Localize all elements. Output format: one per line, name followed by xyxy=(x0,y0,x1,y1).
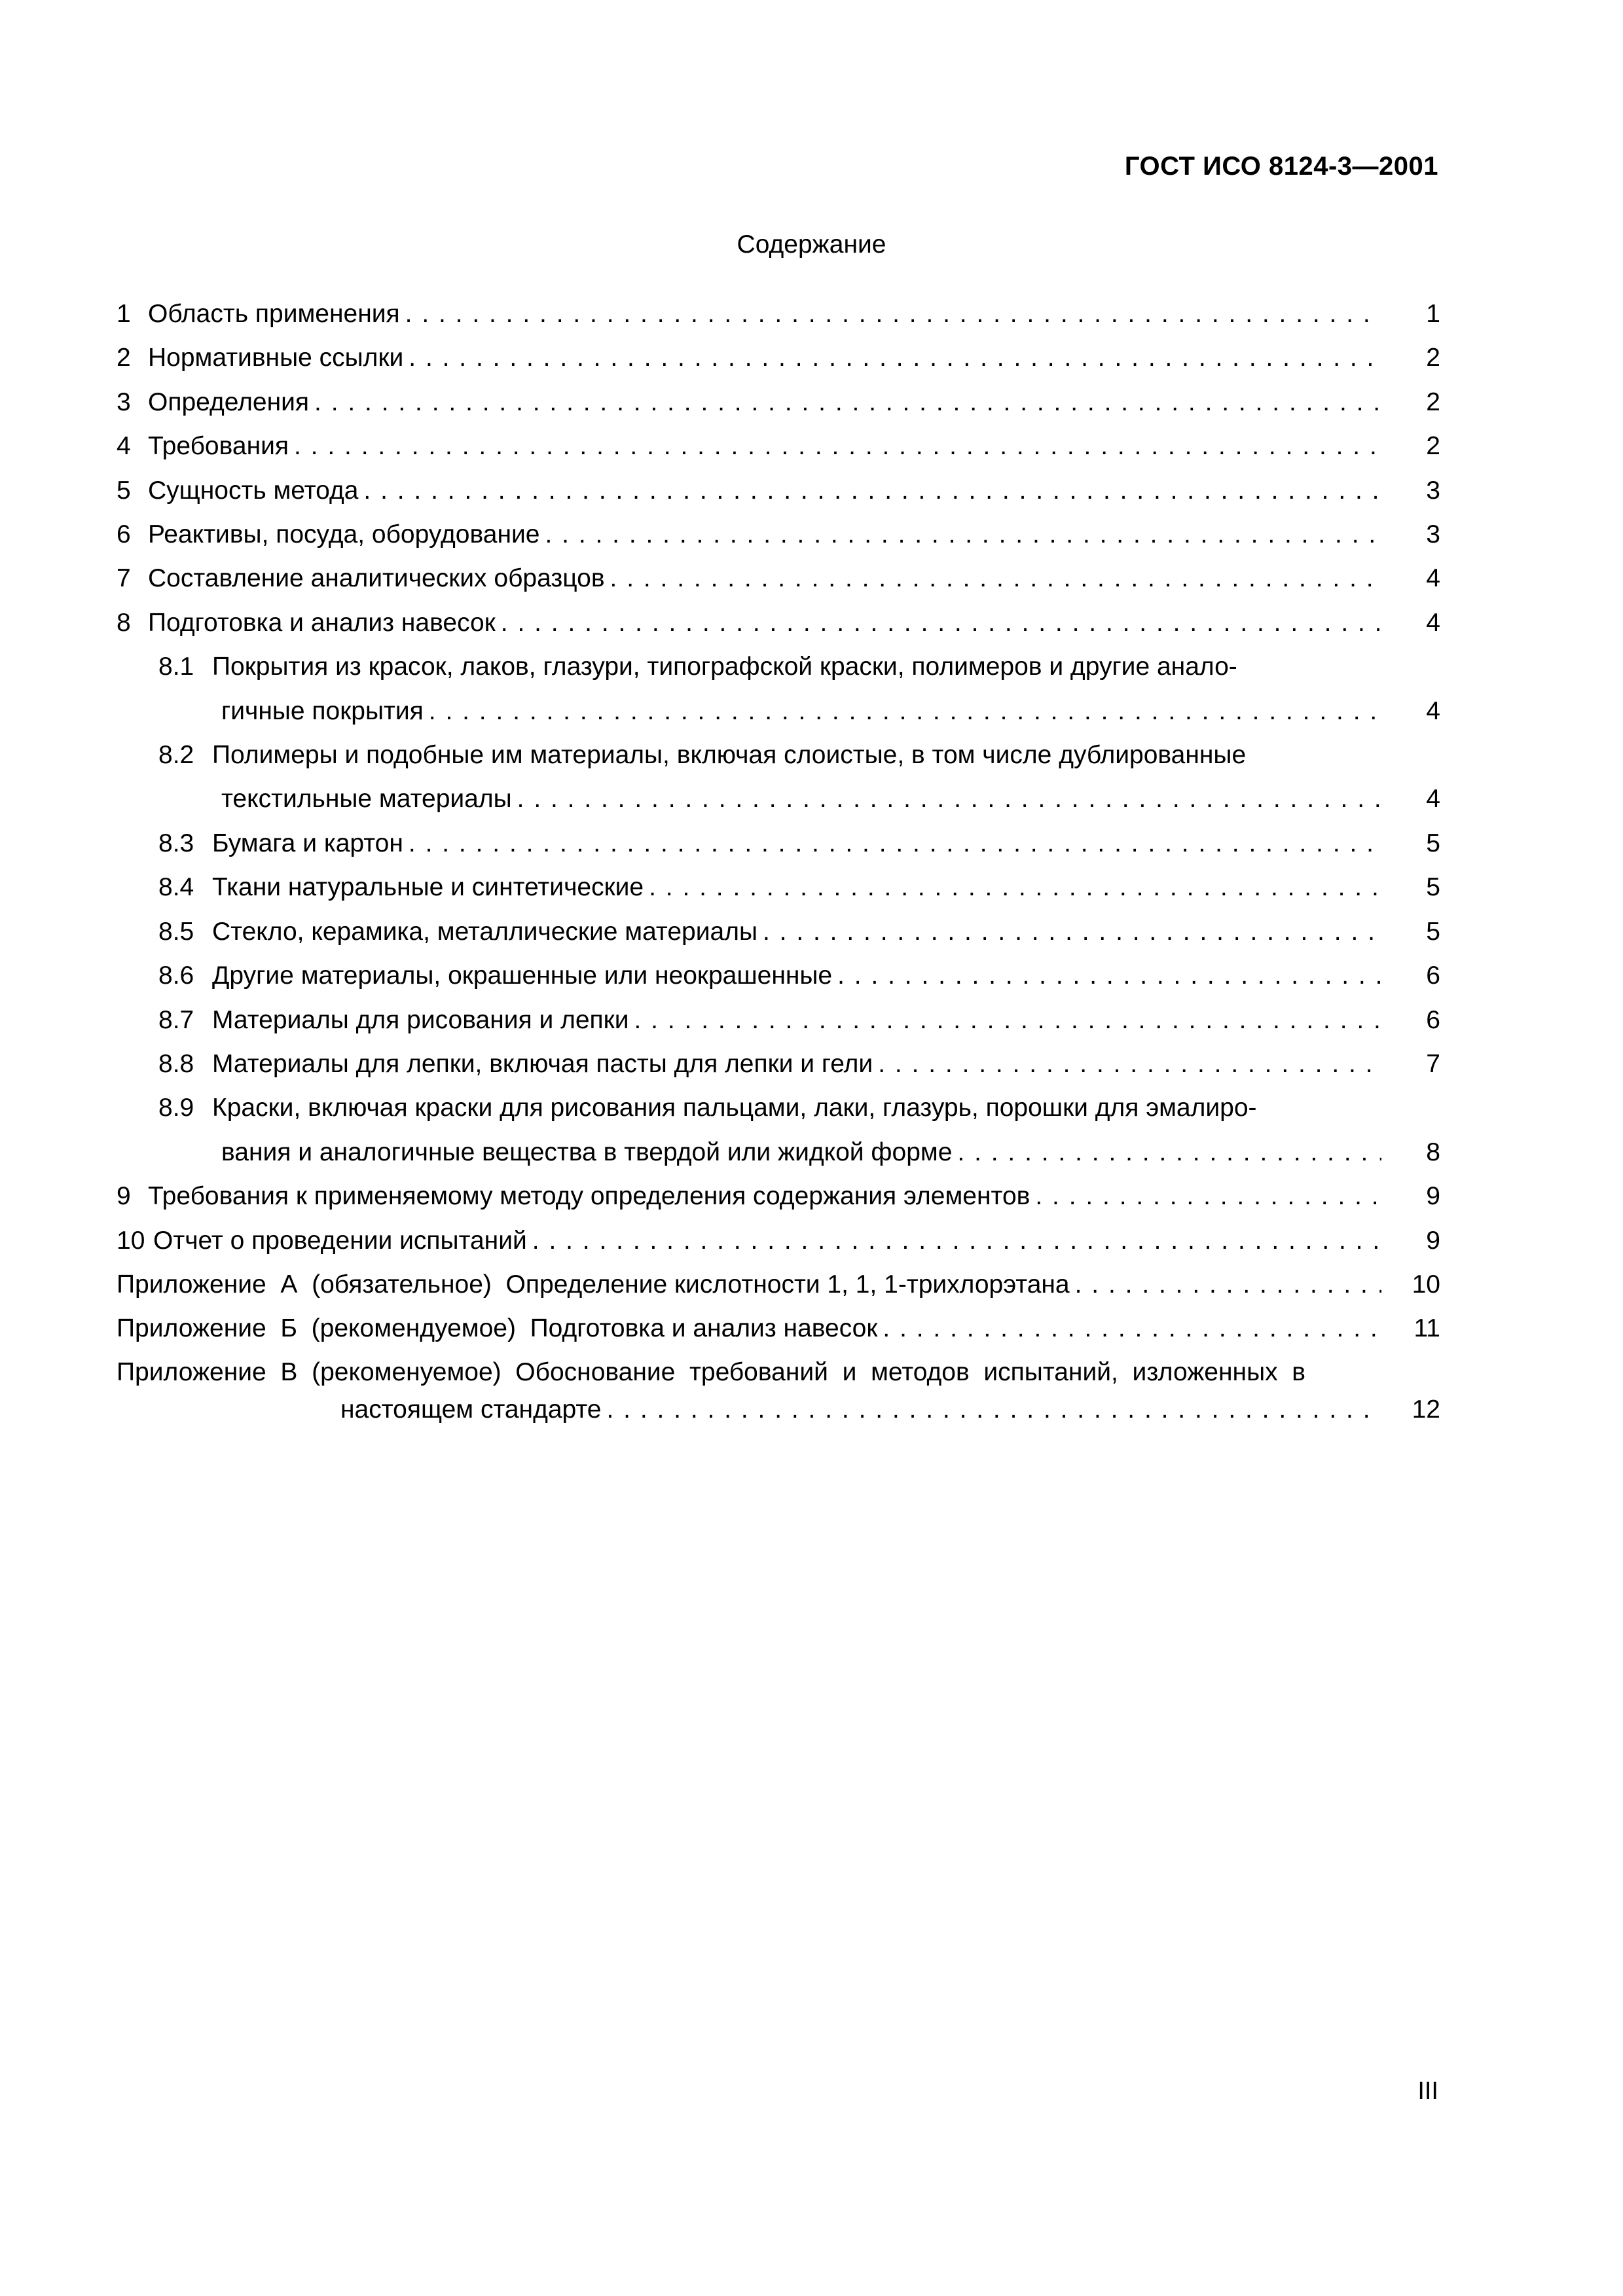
toc-entry-number: 8.7 xyxy=(158,1005,194,1034)
leader-dots xyxy=(501,601,1381,645)
toc-entry-page: 1 xyxy=(1426,300,1440,328)
toc-entry-number: 7 xyxy=(117,564,131,593)
toc-entry-title: Реактивы, посуда, оборудование xyxy=(148,520,540,549)
toc-subentry[interactable] xyxy=(117,645,1440,689)
toc-entry-title: Полимеры и подобные им материалы, включая слоистые, в том числе дублированные xyxy=(212,741,1247,770)
toc-entry[interactable] xyxy=(117,1174,1440,1218)
toc-subentry-continuation[interactable] xyxy=(117,777,1440,821)
toc-entry-title: Определения xyxy=(148,387,310,416)
leader-dots xyxy=(649,865,1381,909)
toc-entry-page: 5 xyxy=(1426,917,1440,946)
toc-entry-number: 8.4 xyxy=(158,873,194,902)
toc-entry-number: 4 xyxy=(117,432,131,461)
toc-entry-number: 5 xyxy=(117,476,131,505)
leader-dots xyxy=(610,556,1381,600)
document-code: ГОСТ ИСО 8124-3—2001 xyxy=(1124,152,1438,181)
leader-dots xyxy=(1075,1263,1381,1306)
toc-entry-number: 6 xyxy=(117,520,131,549)
toc-entry[interactable] xyxy=(117,556,1440,600)
leader-dots xyxy=(607,1390,1382,1429)
leader-dots xyxy=(363,469,1381,512)
toc-entry-number: 8.8 xyxy=(158,1049,194,1078)
page-folio: III xyxy=(1417,2077,1438,2105)
toc-entry-title: Материалы для рисования и лепки xyxy=(212,1005,629,1034)
toc-subentry[interactable] xyxy=(117,821,1440,865)
toc-entry-title: Составление аналитических образцов xyxy=(148,564,605,593)
toc-entry-page: 9 xyxy=(1426,1182,1440,1211)
toc-entry[interactable] xyxy=(117,424,1440,468)
toc-entry-page: 6 xyxy=(1426,1005,1440,1034)
toc-appendix-continuation[interactable] xyxy=(117,1390,1440,1429)
toc-subentry[interactable] xyxy=(117,954,1440,997)
toc-entry-page: 3 xyxy=(1426,476,1440,505)
toc-entry-number: 3 xyxy=(117,387,131,416)
toc-entry-page: 11 xyxy=(1413,1314,1440,1343)
toc-entry[interactable] xyxy=(117,336,1440,380)
toc-entry-page: 10 xyxy=(1412,1270,1440,1299)
toc-entry-title-cont: настоящем стандарте xyxy=(340,1395,602,1424)
toc-entry-number: 8 xyxy=(117,608,131,637)
leader-dots xyxy=(429,689,1381,733)
toc-entry-page: 2 xyxy=(1426,387,1440,416)
toc-entry-number: 9 xyxy=(117,1182,131,1211)
toc-entry-number: 10 xyxy=(117,1226,145,1255)
toc-entry-number: 8.9 xyxy=(158,1094,194,1122)
toc-entry-page: 6 xyxy=(1426,961,1440,990)
toc-entry-number: 2 xyxy=(117,344,131,372)
leader-dots xyxy=(837,954,1381,997)
toc-entry-page: 4 xyxy=(1426,564,1440,593)
toc-entry-number: 8.1 xyxy=(158,653,194,681)
toc-entry-page: 7 xyxy=(1426,1049,1440,1078)
toc-entry-page: 2 xyxy=(1426,432,1440,461)
table-of-contents xyxy=(117,292,1440,1429)
toc-entry-title: Нормативные ссылки xyxy=(148,344,404,372)
toc-entry[interactable] xyxy=(117,469,1440,512)
toc-entry[interactable] xyxy=(117,292,1440,336)
toc-entry-title-cont: гичные покрытия xyxy=(221,696,424,725)
leader-dots xyxy=(294,424,1381,468)
toc-title: Содержание xyxy=(737,230,886,259)
toc-subentry[interactable] xyxy=(117,865,1440,909)
leader-dots xyxy=(409,336,1381,380)
leader-dots xyxy=(634,998,1381,1042)
leader-dots xyxy=(405,292,1381,336)
toc-entry-title: Другие материалы, окрашенные или неокрашенные xyxy=(212,961,833,990)
leader-dots xyxy=(314,380,1381,424)
leader-dots xyxy=(1035,1174,1381,1218)
toc-entry-title: Краски, включая краски для рисования пальцами, лаки, глазурь, порошки для эмалиро- xyxy=(212,1094,1257,1122)
toc-entry-title: Приложение В (рекоменуемое) Обоснование требований и методов испытаний, изложенных в xyxy=(117,1357,1305,1386)
toc-entry-title: Бумага и картон xyxy=(212,829,403,857)
toc-entry-title-cont: текстильные материалы xyxy=(221,785,512,814)
toc-entry-page: 4 xyxy=(1426,785,1440,814)
toc-entry-page: 5 xyxy=(1426,829,1440,857)
toc-entry[interactable] xyxy=(117,512,1440,556)
toc-entry-page: 4 xyxy=(1426,696,1440,725)
toc-entry-title: Материалы для лепки, включая пасты для лепки и гели xyxy=(212,1049,873,1078)
toc-entry[interactable] xyxy=(117,1219,1440,1263)
toc-entry-number: 8.3 xyxy=(158,829,194,857)
toc-entry[interactable] xyxy=(117,601,1440,645)
leader-dots xyxy=(532,1219,1381,1263)
toc-entry-title-cont: вания и аналогичные вещества в твердой или жидкой форме xyxy=(221,1138,953,1166)
toc-entry-page: 8 xyxy=(1426,1138,1440,1166)
toc-entry-title: Отчет о проведении испытаний xyxy=(153,1226,527,1255)
toc-subentry[interactable] xyxy=(117,1086,1440,1130)
toc-appendix-entry[interactable] xyxy=(117,1351,1440,1390)
toc-entry[interactable] xyxy=(117,380,1440,424)
toc-entry-title: Ткани натуральные и синтетические xyxy=(212,873,644,902)
leader-dots xyxy=(763,910,1381,954)
toc-entry-title: Требования xyxy=(148,432,289,461)
toc-subentry[interactable] xyxy=(117,910,1440,954)
toc-entry-number: 8.2 xyxy=(158,741,194,770)
toc-subentry-continuation[interactable] xyxy=(117,689,1440,733)
toc-entry-title: Сущность метода xyxy=(148,476,359,505)
toc-appendix-entry[interactable] xyxy=(117,1306,1440,1350)
leader-dots xyxy=(409,821,1381,865)
toc-entry-title: Требования к применяемому методу определения содержания элементов xyxy=(148,1182,1030,1211)
toc-entry-number: 8.5 xyxy=(158,917,194,946)
toc-entry-title: Покрытия из красок, лаков, глазури, типографской краски, полимеров и другие анало- xyxy=(212,653,1237,681)
leader-dots xyxy=(883,1306,1381,1350)
toc-entry-page: 5 xyxy=(1426,873,1440,902)
toc-subentry-continuation[interactable] xyxy=(117,1130,1440,1174)
toc-entry-title: Стекло, керамика, металлические материалы xyxy=(212,917,757,946)
toc-entry-page: 4 xyxy=(1426,608,1440,637)
toc-subentry[interactable] xyxy=(117,733,1440,777)
toc-entry-number: 1 xyxy=(117,300,131,328)
leader-dots xyxy=(517,777,1381,821)
leader-dots xyxy=(545,512,1381,556)
toc-entry-page: 3 xyxy=(1426,520,1440,549)
toc-entry-title: Приложение Б (рекомендуемое) Подготовка и анализ навесок xyxy=(117,1314,878,1343)
toc-appendix-entry[interactable] xyxy=(117,1263,1440,1306)
toc-entry-page: 9 xyxy=(1426,1226,1440,1255)
leader-dots xyxy=(878,1042,1381,1086)
toc-subentry[interactable] xyxy=(117,1042,1440,1086)
toc-entry-title: Область применения xyxy=(148,300,400,328)
toc-entry-page: 12 xyxy=(1412,1395,1440,1424)
toc-subentry[interactable] xyxy=(117,998,1440,1042)
toc-entry-number: 8.6 xyxy=(158,961,194,990)
toc-entry-page: 2 xyxy=(1426,344,1440,372)
toc-entry-title: Подготовка и анализ навесок xyxy=(148,608,496,637)
leader-dots xyxy=(957,1130,1381,1174)
toc-entry-title: Приложение А (обязательное) Определение кислотности 1, 1, 1-трихлорэтана xyxy=(117,1270,1070,1299)
